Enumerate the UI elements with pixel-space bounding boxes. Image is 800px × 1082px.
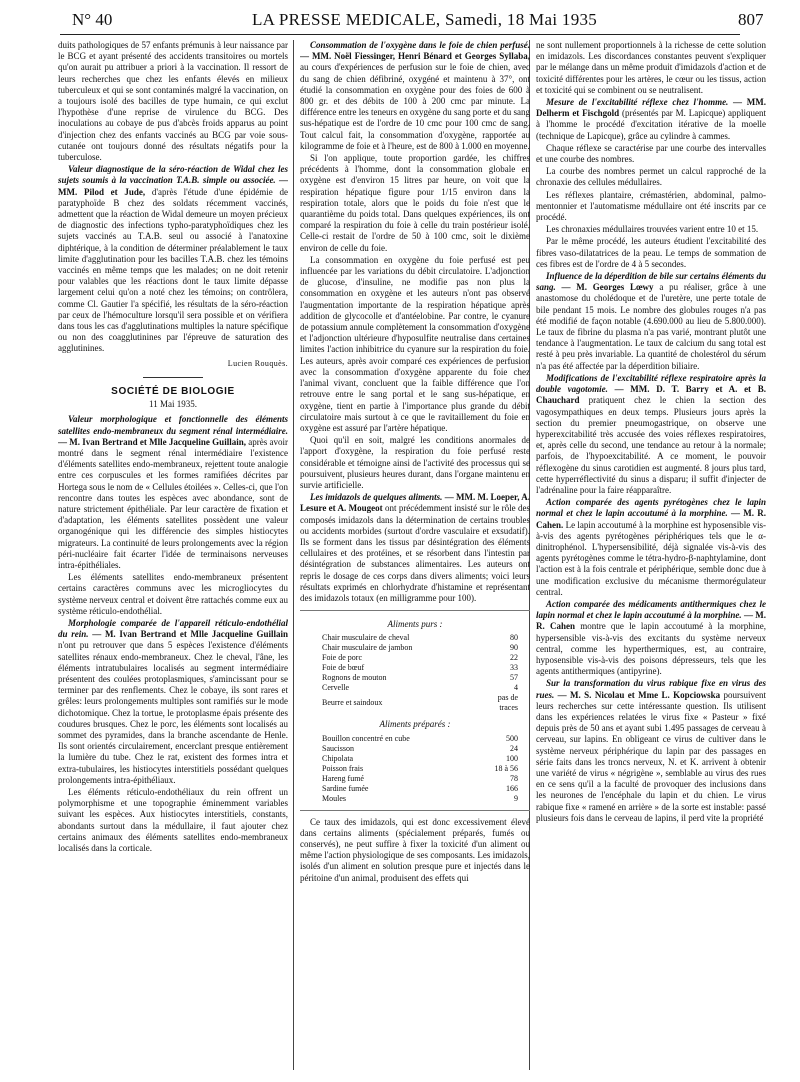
table-row: [322, 744, 518, 754]
food-value: pas de traces: [497, 693, 518, 713]
section-title: SOCIÉTÉ DE BIOLOGIE: [111, 385, 235, 397]
column-divider: [293, 40, 294, 1070]
article-authors: — MM. Noël Fiessinger, Henri Bénard et Georges Syllaba,: [300, 51, 530, 62]
article-authors: — MM. M. Loeper, A. Lesure et A. Mougeot: [300, 492, 530, 514]
food-label: Beurre et saindoux: [322, 698, 383, 708]
article-oxygene: [300, 40, 530, 152]
food-value: 9: [514, 793, 518, 803]
table-title: Aliments purs :: [387, 619, 443, 630]
journal-title: LA PRESSE MEDICALE, Samedi, 18 Mai 1935: [252, 10, 598, 29]
masthead: [0, 0, 800, 36]
table-row: [322, 633, 518, 643]
issue-number: N° 40: [72, 10, 113, 29]
food-value: 80: [510, 633, 518, 643]
header-rule: [60, 34, 740, 35]
food-value: 18 à 56: [494, 763, 518, 773]
food-value: 57: [510, 673, 518, 683]
article-vagotomie: [536, 373, 766, 496]
food-label: Chipolata: [322, 753, 354, 763]
article-title: Consommation de l'oxygène dans le foie de chien perfusé.: [310, 40, 530, 50]
food-value: 22: [510, 653, 518, 663]
food-value: 33: [510, 663, 518, 673]
food-value: 500: [506, 733, 518, 743]
article-title: Valeur morphologique et fonctionnelle des éléments satellites endo-membraneux du segment rénal intermédiaire.: [58, 414, 288, 436]
paragraph: Ce taux des imidazols, qui est donc excessivement élevé dans certains aliments (spécialement préparés, fumés ou conservés), ne peut suffire à fixer la toxicité d'un aliment ou même l'action physiologique de ses composants. Les imidazols, isolés d'un aliment en solution presque pure et injectés dans le péritoine d'un animal, produisent des effets qui: [300, 816, 530, 883]
article-morphologie: [58, 618, 288, 786]
food-value: 100: [506, 753, 518, 763]
paragraph: La courbe des nombres permet un calcul rapproché de la chronaxie des cellules médullaires.: [536, 166, 766, 188]
article-pyretogenes: [536, 497, 766, 598]
food-label: Hareng fumé: [322, 773, 364, 783]
article-authors: — MM. D. T. Barry et A. et B. Chauchard: [536, 384, 766, 406]
article-imidazols: [300, 492, 530, 604]
article-title: Action comparée des agents pyrétogènes chez le lapin normal et chez le lapin accoutumé à la morphine.: [536, 497, 766, 519]
food-value: 90: [510, 643, 518, 653]
paragraph: Par le même procédé, les auteurs étudient l'excitabilité des fibres vaso-dilatatrices de la peau. Le temps de sommation de ces fibres est de l'ordre de 4 à 5 secondes.: [536, 236, 766, 269]
paragraph: Si l'on applique, toute proportion gardée, les chiffres précédents à l'homme, dont la consommation globale en oxygène est d'environ 15 litres par heure, on voit que la respiration hépatique figure pour 1/15 environ dans la respiration totale, alors que le poids du foie n'est que le quarantième du poids total. Dans quelques expériences, ils ont comparé la respiration du foie à celle du train postérieur isolé. Celle-ci restait de l'ordre de 50 à 100 cmc, soit le dixième environ de celle du foie.: [300, 153, 530, 253]
page-number: 807: [738, 10, 764, 29]
article-title: Valeur diagnostique de la séro-réaction de Widal chez les sujets soumis à la vaccination T.A.B. simple ou associée.: [58, 164, 288, 186]
article-text: au cours d'expériences de perfusion sur le foie de chien, avec du sang de chien défibriné, oxygéné et maintenu à 37°, ont étudié la consommation en oxygène pour des foies de 600 à 800 gr. et des débits de 100 à 200 cmc par minute. La différence entre les teneurs en oxygène du sang porte et du sang sus-hépatique est de l'ordre de 10 cmc pour 100 cmc de sang. Tout calcul fait, la consommation d'oxygène, rapportée au kilogramme de foie et à l'heure, est de 800 à 1.000 en moyenne.: [300, 62, 530, 151]
paragraph: La consommation en oxygène du foie perfusé est peu influencée par les variations du débit circulatoire. L'adjonction de glucose, d'insuline, ne modifie pas non plus la consommation en oxygène et les auteurs n'ont pas observé l'augmentation importante de la respiration hépatique après addition de glycocolle et d'antéelobine. Par contre, le cyanure de potassium annule complètement la consommation d'oxygène et l'adjonction ultérieure d'hyposulfite neutralise dans certaines limites l'action inhibitrice du cyanure sur la respiration du foie. Les auteurs, après avoir comparé ces expériences de perfusion avec la consommation d'oxygène apparente du foie chez l'animal vivant, concluent que la faible différence que l'on retrouve entre le sang portal et le sang sus-hépatique, en oxygène, tient en partie à l'importance plus grande du débit circulatoire mais surtout à ce que le ravitaillement du foie en oxygène est assuré par l'artère hépatique.: [300, 254, 530, 433]
table-row: [322, 794, 518, 804]
article-text: ont précédemment insisté sur le rôle des composés imidazols dans la détermination de certains troubles ou accidents morbides (surtout d'ordre vasculaire et exsudatif). Ils se forment dans les tissus par désintégration des éléments cellulaires et des protéines, et se résorbent dans l'intestin par désintégration de substances alimentaires. Les auteurs ont repris le dosage de ces corps dans divers aliments; voici leurs résultats exprimés en chlorhydrate d'histamine et représentant des imidazols totaux (en milligramme pour 100).: [300, 503, 530, 603]
article-text: poursuivent leurs recherches sur cette intéressante question. Ils utilisent dans les expériences relatées le virus fixe « Pasteur » fixé depuis près de 50 ans et ayant subi 1.495 passages de cerveau à cerveau, sur lapins. En obligeant ce virus de cultiver dans le système nerveux périphérique du lapin par des passages en série faits dans les troncs nerveux, N. et K. arrivent à obtenir une variété de virus « négrigène », semblable au virus des rues en ce sens qu'il a la faculté de provoquer des inclusions dans les neurones de l'encéphale du lapin et du chien. Le virus rabique fixe « ramené en arrière » de la sorte est instable: passé plusieurs fois dans le cerveau de lapins, il perd vite la propriété: [536, 689, 766, 823]
column-2: [300, 40, 530, 1072]
article-text: a pu réaliser, grâce à une anastomose du cholédoque et de l'uretère, une perte totale de bile pendant 15 mois. Le nombre des globules rouges n'a pas été modifié de façon notable (4.690.000 au lieu de 5.800.000). Le taux de fibrine du plasma n'a pas varié, montrant plutôt une tendance à l'augmentation. Le taux de calcium du sang total est resté à peu près invariable. La quantité de cholestérol du sérum n'a pas été affectée par la déperdition biliaire.: [536, 282, 766, 371]
food-label: Moules: [322, 793, 346, 803]
signature: Lucien Rouquès.: [227, 358, 288, 368]
article-text: Le lapin accoutumé à la morphine est hyposensible vis-à-vis des agents pyrétogènes périphériques tels que le α-dinitrophénol. L'hypersensibilité, déjà signalée vis-à-vis des agents pyrétogènes comme le tétra-hydro-β-naphtylamine, dont l'action est à la fois centrale et périphérique, semble donc due à une modification exclusive du mécanisme thermorégulateur central.: [536, 519, 766, 597]
article-authors: — M. R. Cahen: [536, 610, 766, 632]
table-row: [322, 734, 518, 744]
article-title: Influence de la déperdition de bile sur certains éléments du sang.: [536, 271, 766, 293]
article-authors: — M. Ivan Bertrand et Mlle Jacqueline Guillain,: [58, 436, 246, 447]
article-authors: — MM. Delherm et Fischgold: [536, 97, 766, 119]
table-row: [322, 683, 518, 693]
food-label: Cervelle: [322, 683, 350, 693]
table-row: [322, 653, 518, 663]
article-text: pratiquent chez le chien la section des vagosympathiques en deux temps. Plusieurs jours après la section du premier pneumogastrique, on observe une hyperexcitabilité très accusée des voies réflexes respiratoires, et, après celle du second, une tendance au retour à la normale; parfois, de l'hypoexcitabilité. A ce moment, le pouvoir réflexogène du sinus carotidien est augmenté. 8 jours plus tard, cette hyperréflectivité du sinus a disparu; il suffit d'injecter de l'adrénaline pour la faire réapparaître.: [536, 395, 766, 495]
article-widal: [58, 164, 288, 354]
food-label: Bouillon concentré en cube: [322, 733, 410, 743]
article-text: (présentés par M. Lapicque) appliquent à l'homme le procédé d'excitation itérative de la moelle (technique de Lapicque), grâce au cylindre à cammes.: [536, 108, 766, 141]
article-authors: — M. R. Cahen.: [536, 508, 766, 530]
article-title: Sur la transformation du virus rabique fixe en virus des rues.: [536, 678, 766, 700]
section-rule: [143, 377, 203, 378]
food-value: 4: [514, 683, 518, 693]
food-label: Chair musculaire de cheval: [322, 633, 410, 643]
article-title: Modifications de l'excitabilité réflexe respiratoire après la double vagotomie.: [536, 372, 766, 395]
article-bile: [536, 271, 766, 372]
table-row: [322, 673, 518, 683]
paragraph: Les réflexes plantaire, crémastérien, abdominal, palmo-mentonnier et l'automatisme médullaire ont été inscrits par ce procédé.: [536, 189, 766, 223]
food-label: Foie de bœuf: [322, 663, 365, 673]
table-title: Aliments préparés :: [379, 719, 451, 730]
food-label: Rognons de mouton: [322, 673, 387, 683]
table-aliments-prepares: [322, 734, 518, 804]
article-satellites: [58, 414, 288, 571]
table-row: [322, 643, 518, 653]
section-date: 11 Mai 1935.: [149, 399, 197, 410]
article-text: après avoir montré dans le segment rénal intermédiaire l'existence d'éléments satellites endo-membraneux, rejettent toute analogie entre ces corpuscules et les formes ramifiées décrites par Hortega sous le nom de « Cellules étoilées ». Celles-ci, que l'on rencontre dans toutes les espèces avec abondance, sont de nature strictement épithéliale. Par leur caractère de fixation et d'adaptation, les éléments satellites possèdent une valeur organogénique qui les différencie des simples histiocytes migrateurs. La continuité de leurs prolongements avec la région péri-nucléaire fait écarter l'idée de terminaisons nerveuses intra-épithéliales.: [58, 436, 288, 570]
table-row: [322, 764, 518, 774]
food-label: Chair musculaire de jambon: [322, 643, 413, 653]
imidazol-tables: [300, 610, 530, 810]
food-value: 166: [506, 783, 518, 793]
food-label: Saucisson: [322, 743, 354, 753]
paragraph: Les éléments satellites endo-membraneux présentent certains caractères communs avec les microgliocytes du système nerveux central et doivent être rattachés comme eux au système réticulo-endothélial.: [58, 572, 288, 616]
article-rabique: [536, 678, 766, 824]
paragraph: Les éléments réticulo-endothéliaux du rein offrent un polymorphisme et une topographie éminemment variables suivant les espèces. Aux histiocytes interstitiels, constants, abondants surtout dans la médullaire, il faut ajouter chez certains animaux des éléments satellites endo-membraneux localisés dans la corticale.: [58, 787, 288, 854]
table-row: [322, 754, 518, 764]
article-antithermiques: [536, 599, 766, 677]
article-excitabilite: [536, 97, 766, 142]
food-label: Poisson frais: [322, 763, 364, 773]
article-title: Action comparée des médicaments antithermiques chez le lapin normal et chez le lapin accoutumé à la morphine.: [536, 598, 766, 621]
table-row: [322, 784, 518, 794]
article-authors: — MM. Pilod et Jude,: [58, 175, 288, 197]
table-row: [322, 693, 518, 713]
paragraph: Quoi qu'il en soit, malgré les conditions anormales de l'apport d'oxygène, la respiration du foie perfusé reste considérable et témoigne ainsi de l'activité des processus qui se poursuivent, plusieurs heures durant, dans l'organe maintenu en survie artificielle.: [300, 435, 530, 490]
column-1: [58, 40, 288, 1072]
food-value: 24: [510, 743, 518, 753]
article-text: n'ont pu retrouver que dans 5 espèces l'existence d'éléments satellites rénaux endo-membraneux. Chez le cheval, l'âne, les éléments intratubulaires localisés au segment intermédiaire présentent des coulées protoplasmiques, s'amincissant pour se terminer par des renflements. Chez le cobaye, ils sont rares et grêles: leurs prolongements multiples sont ramifiés sur le mode dichotomique. Chez la tortue, le protoplasme épais présente des coudures brusques. Chez le porc, les éléments sont localisés au sommet des pyramides, dans la branche ascendante de Henle. Ils sont orientés circulairement, encerclant presque entièrement la lumière du tube. Chez le rat, existent des formes intra et extra-tubulaires, les histiocytes interstitiels possédant quelques prolongements intra-épithéliaux.: [58, 640, 288, 785]
article-text: d'après l'étude d'une épidémie de paratyphoïde B chez des soldats récemment vaccinés, admettent que la réaction de Widal demeure un moyen précieux de diagnostic des infections typho-paratyphoïdiques chez les sujets vaccinés au T.A.B. seul ou associé à l'anatoxine diphtérique, à la condition de déterminer préalablement le taux limite d'agglutination pour les bacilles T.A.B. chez les témoins vaccinés en même temps que les malades; on ne doit retenir pour valables que les réactions dont le taux limite dépasse largement celui qu'on a noté chez les témoins; on contrôlera, comme Cl. Gautier l'a spécifié, les résultats de la séro-réaction par ceux de l'hémoculture lorsqu'il sera possible et on vérifiera dans tous les cas d'agglutinations multiples la nature spécifique ou non des coagglutinines par l'épreuve de saturation des agglutinines.: [58, 186, 288, 354]
article-title: Mesure de l'excitabilité réflexe chez l'homme.: [546, 97, 729, 108]
column-3: [536, 40, 766, 1072]
table-row: [322, 663, 518, 673]
article-authors: — M. S. Nicolau et Mme L. Kopciowska: [557, 689, 721, 700]
article-authors: — M. Georges Lœwy: [561, 282, 654, 293]
paragraph: duits pathologiques de 57 enfants prémunis à leur naissance par le BCG et ayant présenté des accidents transitoires ou mortels qu'on aurait pu attribuer a priori à la vaccination. Il ressort de leurs recherches que chez les enfants élevés en milieux tuberculeux et qui se sont contaminés malgré la vaccination, on a toujours isolé des bacilles de type humain, ce qui exclut l'hypothèse d'une reprise de virulence du BCG. Des inoculations au cobaye de pus d'abcès froids apparus au point d'injection chez des enfants vaccinés au BCG par voie sous-cutanée ont toujours donné des résultats négatifs pour la tuberculose.: [58, 40, 288, 163]
article-text: montre que le lapin accoutumé à la morphine, hypersensible vis-à-vis des excitants du système nerveux central, comme les hyperthermiques, est, au contraire, hyposensible vis-à-vis des poisons dépresseurs, tels que les agents antithermiques (antipyrine).: [536, 621, 766, 677]
paragraph: ne sont nullement proportionnels à la richesse de cette solution en imidazols. Les discordances constantes peuvent s'expliquer par le mélange dans un même produit d'imidazols d'action et de toxicité différentes pour les artères, le cœur ou les tissus, action et toxicité qui se combinent ou se neutralisent.: [536, 40, 766, 95]
paragraph: Chaque réflexe se caractérise par une courbe des intervalles et une courbe des nombres.: [536, 142, 766, 165]
food-value: 78: [510, 773, 518, 783]
article-title: Morphologie comparée de l'appareil réticulo-endothélial du rein.: [58, 617, 288, 640]
article-title: Les imidazols de quelques aliments.: [310, 492, 443, 503]
table-row: [322, 774, 518, 784]
food-label: Foie de porc: [322, 653, 362, 663]
food-label: Sardine fumée: [322, 783, 369, 793]
paragraph: Les chronaxies médullaires trouvées varient entre 10 et 15.: [546, 224, 759, 235]
article-authors: — M. Ivan Bertrand et Mlle Jacqueline Guillain: [92, 629, 288, 640]
table-aliments-purs: [322, 633, 518, 713]
